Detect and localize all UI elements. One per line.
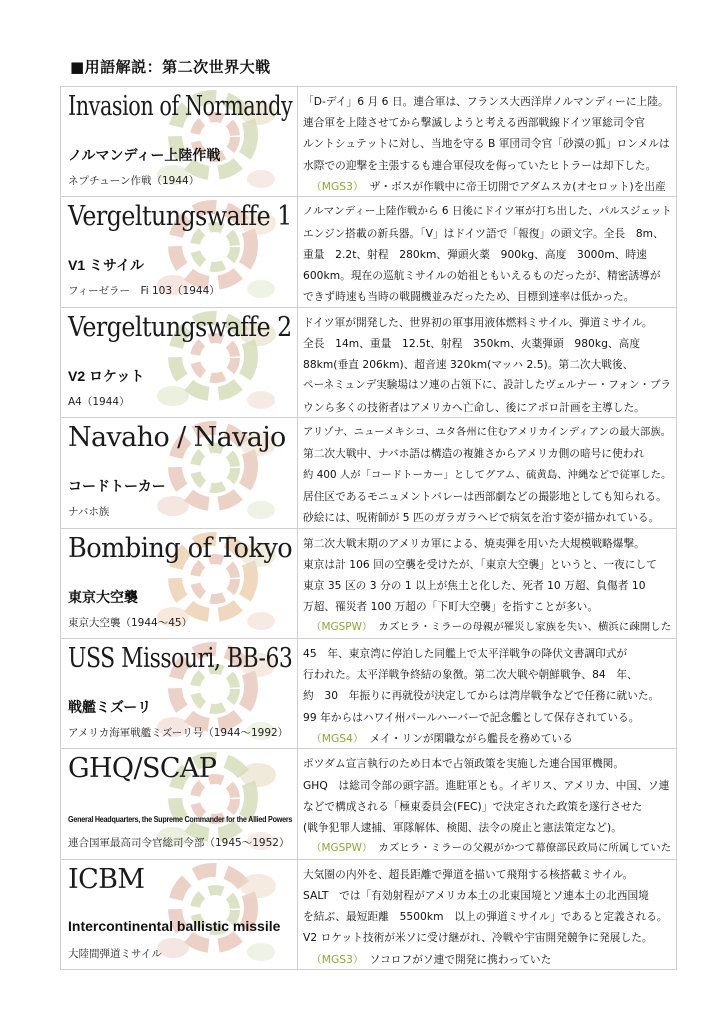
page-heading: ■用語解説：第二次世界大戦: [70, 58, 271, 76]
description-line: ウンら多くの技術者はアメリカへ亡命し、後にアポロ計画を主導した。: [303, 400, 645, 414]
term-description: [298, 749, 677, 858]
term-japanese: 東京大空襲: [68, 589, 138, 606]
term-subtitle: 東京大空襲（1944～45）: [68, 616, 193, 629]
term-cell: [61, 308, 298, 417]
term-description: [298, 860, 677, 969]
glossary-row: [61, 197, 677, 307]
description-line: 約 400 人が「コードトーカー」としてグアム、硫黄島、沖縄などで従軍した。: [303, 468, 672, 481]
term-description: [298, 529, 677, 638]
description-line: 「D-デイ」6 月 6 日。連合軍は、フランス大西洋岸ノルマンディーに上陸。: [303, 95, 669, 108]
term-cell: [61, 197, 298, 306]
description-line: 第二次大戦中、ナバホ語は構造の複雑さからアメリカ側の暗号に使われ: [303, 447, 645, 461]
description-line: (戦争犯罪人逮捕、軍隊解体、検閲、法令の廃止と憲法策定など)。: [303, 820, 622, 834]
term-title: GHQ/SCAP: [68, 753, 217, 785]
description-line: 第二次大戦末期のアメリカ軍による、焼夷弾を用いた大規模戦略爆撃。: [303, 536, 645, 550]
description-line: 万超、罹災者 100 万超の「下町大空襲」を指すことが多い。: [303, 600, 599, 614]
term-description: [298, 639, 677, 748]
description-line: 600km。現在の巡航ミサイルの始祖ともいえるものだったが、精密誘導が: [303, 269, 661, 282]
game-note-text: メイ・リンが閑職ながら艦長を務めている: [369, 731, 573, 745]
description-line: を結ぶ、最短距離 5500km 以上の弾道ミサイル」であると定義される。: [303, 910, 668, 924]
term-cell: [61, 860, 298, 969]
term-cell: [61, 87, 298, 196]
description-line: ドイツ軍が開発した、世界初の軍事用液体燃料ミサイル、弾道ミサイル。: [303, 315, 653, 329]
game-tag: （MGS3）: [311, 952, 364, 966]
glossary-table: [60, 86, 677, 970]
description-line: 全長 14m、重量 12.5t、射程 350km、火薬弾頭 980kg、高度: [303, 336, 641, 350]
term-cell: [61, 529, 298, 638]
term-description: [298, 87, 677, 196]
game-tag: （MGS4）: [311, 731, 364, 745]
description-line: 居住区であるモニュメントバレーは西部劇などの撮影地としても知られる。: [303, 489, 667, 503]
term-description: [298, 308, 677, 417]
description-line: 45 年、東京湾に停泊した同艦上で太平洋戦争の降伏文書調印式が: [303, 646, 628, 660]
term-japanese: 戦艦ミズーリ: [68, 699, 152, 716]
game-note-text: カズヒラ・ミラーの父親がかつて幕僚部民政局に所属していた: [378, 842, 672, 855]
description-line: アリゾナ、ニューメキシコ、ユタ各州に住むアメリカインディアンの最大部族。: [303, 426, 672, 439]
description-line: GHQ は総司令部の頭字語。進駐軍とも。イギリス、アメリカ、中国、ソ連: [303, 778, 670, 792]
glossary-row: [61, 308, 677, 418]
glossary-row: [61, 418, 677, 528]
term-subtitle: 大陸間弾道ミサイル: [68, 947, 162, 960]
game-note-text: カズヒラ・ミラーの母親が罹災し家族を失い、横浜に疎開した: [378, 621, 672, 634]
game-note: [303, 949, 672, 970]
game-tag: （MGS3）: [311, 179, 364, 193]
term-cell: [61, 639, 298, 748]
glossary-row: [61, 639, 677, 749]
term-title: USS Missouri, BB-63: [68, 642, 293, 674]
description-line: 砂絵には、呪術師が 5 匹のガラガラヘビで病気を治す姿が描かれている。: [303, 510, 660, 524]
game-note-text: ソコロフがソ連で開発に携わっていた: [369, 952, 552, 966]
term-subtitle: ナバホ族: [68, 506, 110, 519]
glossary-row: [61, 860, 677, 970]
term-cell: [61, 418, 298, 527]
description-line: V2 ロケット技術が米ソに受け継がれ、冷戦や宇宙開発競争に発展した。: [303, 931, 653, 945]
term-subtitle: ネプチューン作戦（1944）: [68, 175, 200, 187]
description-line: 約 30 年振りに再就役が決定してからは湾岸戦争などで任務に就いた。: [303, 689, 660, 703]
game-note: [303, 838, 672, 859]
description-line: ルントシュテットに対し、当地を守る B 軍団司令官「砂漠の狐」ロンメルは: [303, 137, 670, 151]
term-japanese: ノルマンディー上陸作戦: [68, 148, 221, 164]
description-line: 行われた。太平洋戦争終結の象徴。第二次大戦や朝鮮戦争、84 年、: [303, 668, 638, 682]
term-japanese: General Headquarters, the Supreme Commander for the Allied Powers: [68, 814, 293, 825]
term-subtitle: アメリカ海軍戦艦ミズーリ号（1944～1992）: [68, 726, 289, 739]
term-title: Navaho / Navajo: [68, 422, 286, 454]
description-line: 重量 2.2t、射程 280km、弾頭火薬 900kg、高度 3000m、時速: [303, 247, 647, 261]
game-tag: （MGSPW）: [311, 621, 373, 634]
description-line: 東京は計 106 回の空襲を受けたが、「東京大空襲」というと、一夜にして: [303, 557, 657, 571]
glossary-row: [61, 529, 677, 639]
glossary-row: [61, 749, 677, 859]
description-line: 88km(垂直 206km)、超音速 320km(マッハ 2.5)。第二次大戦後、: [303, 358, 634, 372]
description-line: ポツダム宣言執行のため日本で占領政策を実施した連合国軍機関。: [303, 757, 625, 771]
glossary-row: [61, 87, 677, 197]
rose-watermark-icon: [143, 860, 293, 969]
term-title: Invasion of Normandy: [68, 91, 293, 122]
term-subtitle: フィーゼラー Fi 103（1944）: [68, 285, 220, 298]
description-line: 水際での迎撃を主張するも連合軍侵攻を侮っていたヒトラーは却下した。: [303, 158, 657, 172]
description-line: ペーネミュンデ実験場はソ連の占領下に、設計したヴェルナー・フォン・ブラ: [303, 379, 672, 392]
term-title: Vergeltungswaffe 2: [68, 311, 292, 343]
game-note: [303, 176, 672, 197]
game-note: [303, 728, 672, 749]
term-cell: [61, 749, 298, 858]
term-description: [298, 197, 677, 306]
term-title: Vergeltungswaffe 1: [68, 201, 292, 233]
term-title: ICBM: [68, 863, 145, 895]
description-line: 99 年からはハワイ州パールハーバーで記念艦として保存されている。: [303, 710, 640, 724]
game-note: [303, 617, 672, 638]
term-title: Bombing of Tokyo: [68, 532, 293, 564]
term-subtitle: 連合国軍最高司令官総司令部（1945～1952）: [68, 837, 290, 850]
description-line: 大気圏の内外を、超長距離で弾道を描いて飛翔する核搭載ミサイル。: [303, 867, 634, 881]
game-tag: （MGSPW）: [311, 842, 373, 855]
game-note-text: ザ・ボスが作戦中に帝王切開でアダムスカ(オセロット)を出産: [369, 179, 666, 193]
term-japanese: Intercontinental ballistic missile: [68, 917, 281, 934]
term-description: [298, 418, 677, 527]
description-line: などで構成される「極東委員会(FEC)」で決定された政策を遂行させた: [303, 799, 643, 813]
description-line: 連合軍を上陸させてから撃滅しようと考える西部戦線ドイツ軍総司令官: [303, 116, 646, 130]
description-line: ノルマンディー上陸作戦から 6 日後にドイツ軍が打ち出した、パルスジェット: [303, 205, 672, 218]
description-line: できず時速も当時の戦闘機並みだったため、目標到達率は低かった。: [303, 290, 635, 304]
description-line: エンジン搭載の新兵器。「V」はドイツ語で「報復」の頭文字。全長 8m、: [303, 226, 664, 240]
term-japanese: V2 ロケット: [68, 367, 145, 384]
term-japanese: コードトーカー: [68, 479, 166, 496]
term-subtitle: A4（1944）: [68, 395, 130, 408]
term-japanese: V1 ミサイル: [68, 257, 145, 274]
description-line: 東京 35 区の 3 分の 1 以上が焦土と化した、死者 10 万超、負傷者 10: [303, 578, 646, 592]
description-line: SALT では「有効射程がアメリカ本土の北東国境とソ連本土の北西国境: [303, 888, 649, 902]
